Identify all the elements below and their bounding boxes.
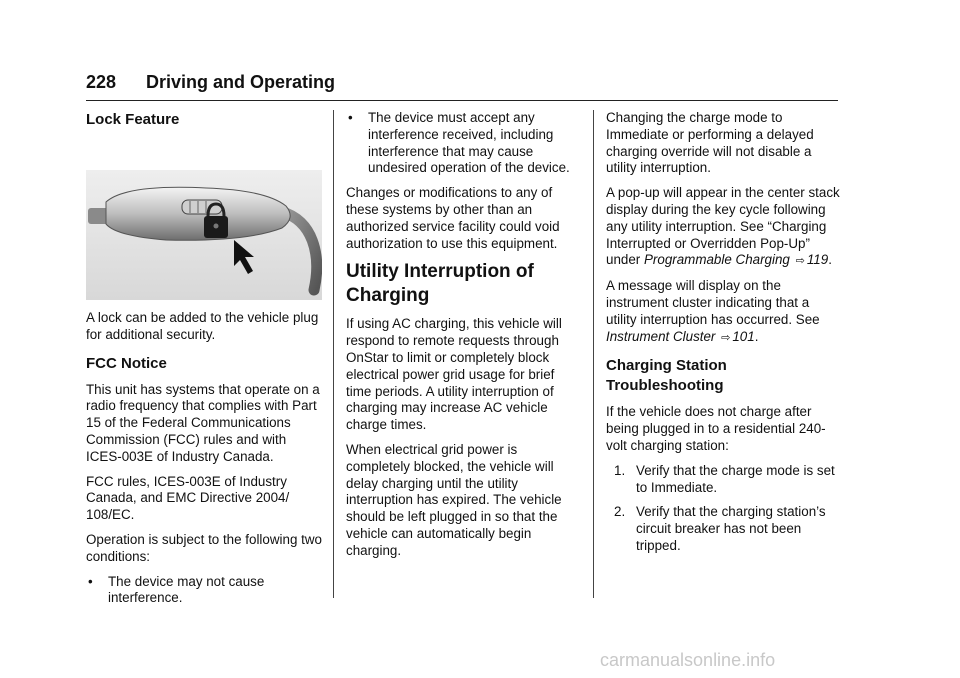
list-item [606,504,842,554]
utility-paragraph-5: A message will display on the instrument cluster indicating that a utility interruption has occurred. See Instrument Cluster ⇨ 101. [606,278,820,344]
page-reference-number[interactable]: 119 [806,252,829,268]
step-number: 1. [614,462,626,478]
step-number: 2. [614,504,626,520]
cross-reference-link[interactable]: Instrument Cluster [606,328,716,344]
section-title: Driving and Operating [146,72,336,92]
fcc-notice-heading: FCC Notice [86,354,167,372]
page-number: 228 [86,72,117,92]
paragraph-text: A pop-up will appear in the center stack display during the key cycle following any utility interruption. See “Charging Interrupted or Overridden Pop-Up” under [606,185,840,268]
column-divider [333,110,334,598]
bullet-mark: • [88,573,93,589]
utility-paragraph-4: A pop-up will appear in the center stack display during the key cycle following any utility interruption. See “Charging Interrupted or Overridden Pop-Up” under Programmable Charging ⇨ 119. [606,185,840,268]
bullet-text: The device may not cause interference. [108,573,265,606]
list-item [86,574,322,608]
fcc-paragraph-4: Changes or modifications to any of these systems by other than an authorized service facility could void authorization to use this equipment. [346,185,560,251]
cross-reference-link[interactable]: Programmable Charging [643,252,790,268]
list-item [346,110,582,177]
column-divider [593,110,594,598]
lock-feature-heading: Lock Feature [86,111,180,128]
fcc-paragraph-1: This unit has systems that operate on a radio frequency that complies with Part 15 of the Federal Communications Commission (FCC) rules and with ICES-003E of Industry Canada. [86,381,320,464]
troubleshooting-intro: If the vehicle does not charge after being plugged in to a residential 240-volt charging station: [606,404,826,453]
column-2 [346,110,582,568]
fcc-paragraph-3: Operation is subject to the following two conditions: [86,531,322,564]
paragraph-text: A message will display on the instrument cluster indicating that a utility interruption has occurred. See [606,278,820,327]
lock-feature-caption: A lock can be added to the vehicle plug for additional security. [86,310,319,342]
charge-cord-lock-photo [86,170,322,300]
column-1 [86,110,322,615]
page-header [86,70,838,101]
step-text: Verify that the charging station’s circuit breaker has not been tripped. [636,504,826,553]
utility-interruption-heading: Utility Interruption of Charging [346,261,534,307]
step-text: Verify that the charge mode is set to Immediate. [636,462,835,495]
fcc-paragraph-2: FCC rules, ICES-003E of Industry Canada, and EMC Directive 2004/ 108/EC. [86,473,290,523]
troubleshooting-heading: Charging Station Troubleshooting [606,357,727,395]
page-reference-number[interactable]: 101 [732,328,755,344]
page-reference-icon: ⇨ [721,331,731,344]
list-item [606,463,842,497]
bullet-text: The device must accept any interference received, including interference that may cause undesired operation of the device. [368,110,570,176]
utility-paragraph-3: Changing the charge mode to Immediate or performing a delayed charging override will not disable a utility interruption. [606,110,814,176]
bullet-mark: • [348,110,353,125]
column-3 [606,110,842,563]
charge-cord-lock-illustration [86,170,322,300]
utility-paragraph-1: If using AC charging, this vehicle will respond to remote requests through OnStar to limit or completely block electrical power grid usage for brief time periods. A utility interruption of charging may increase AC vehicle charge times. [346,316,562,433]
page-reference-icon: ⇨ [795,255,805,268]
watermark: carmanualsonline.info [600,650,776,670]
utility-paragraph-2: When electrical grid power is completely blocked, the vehicle will delay charging until the utility interruption has expired. The vehicle should be left plugged in so that the vehicle can automatically begin charging. [346,441,562,558]
